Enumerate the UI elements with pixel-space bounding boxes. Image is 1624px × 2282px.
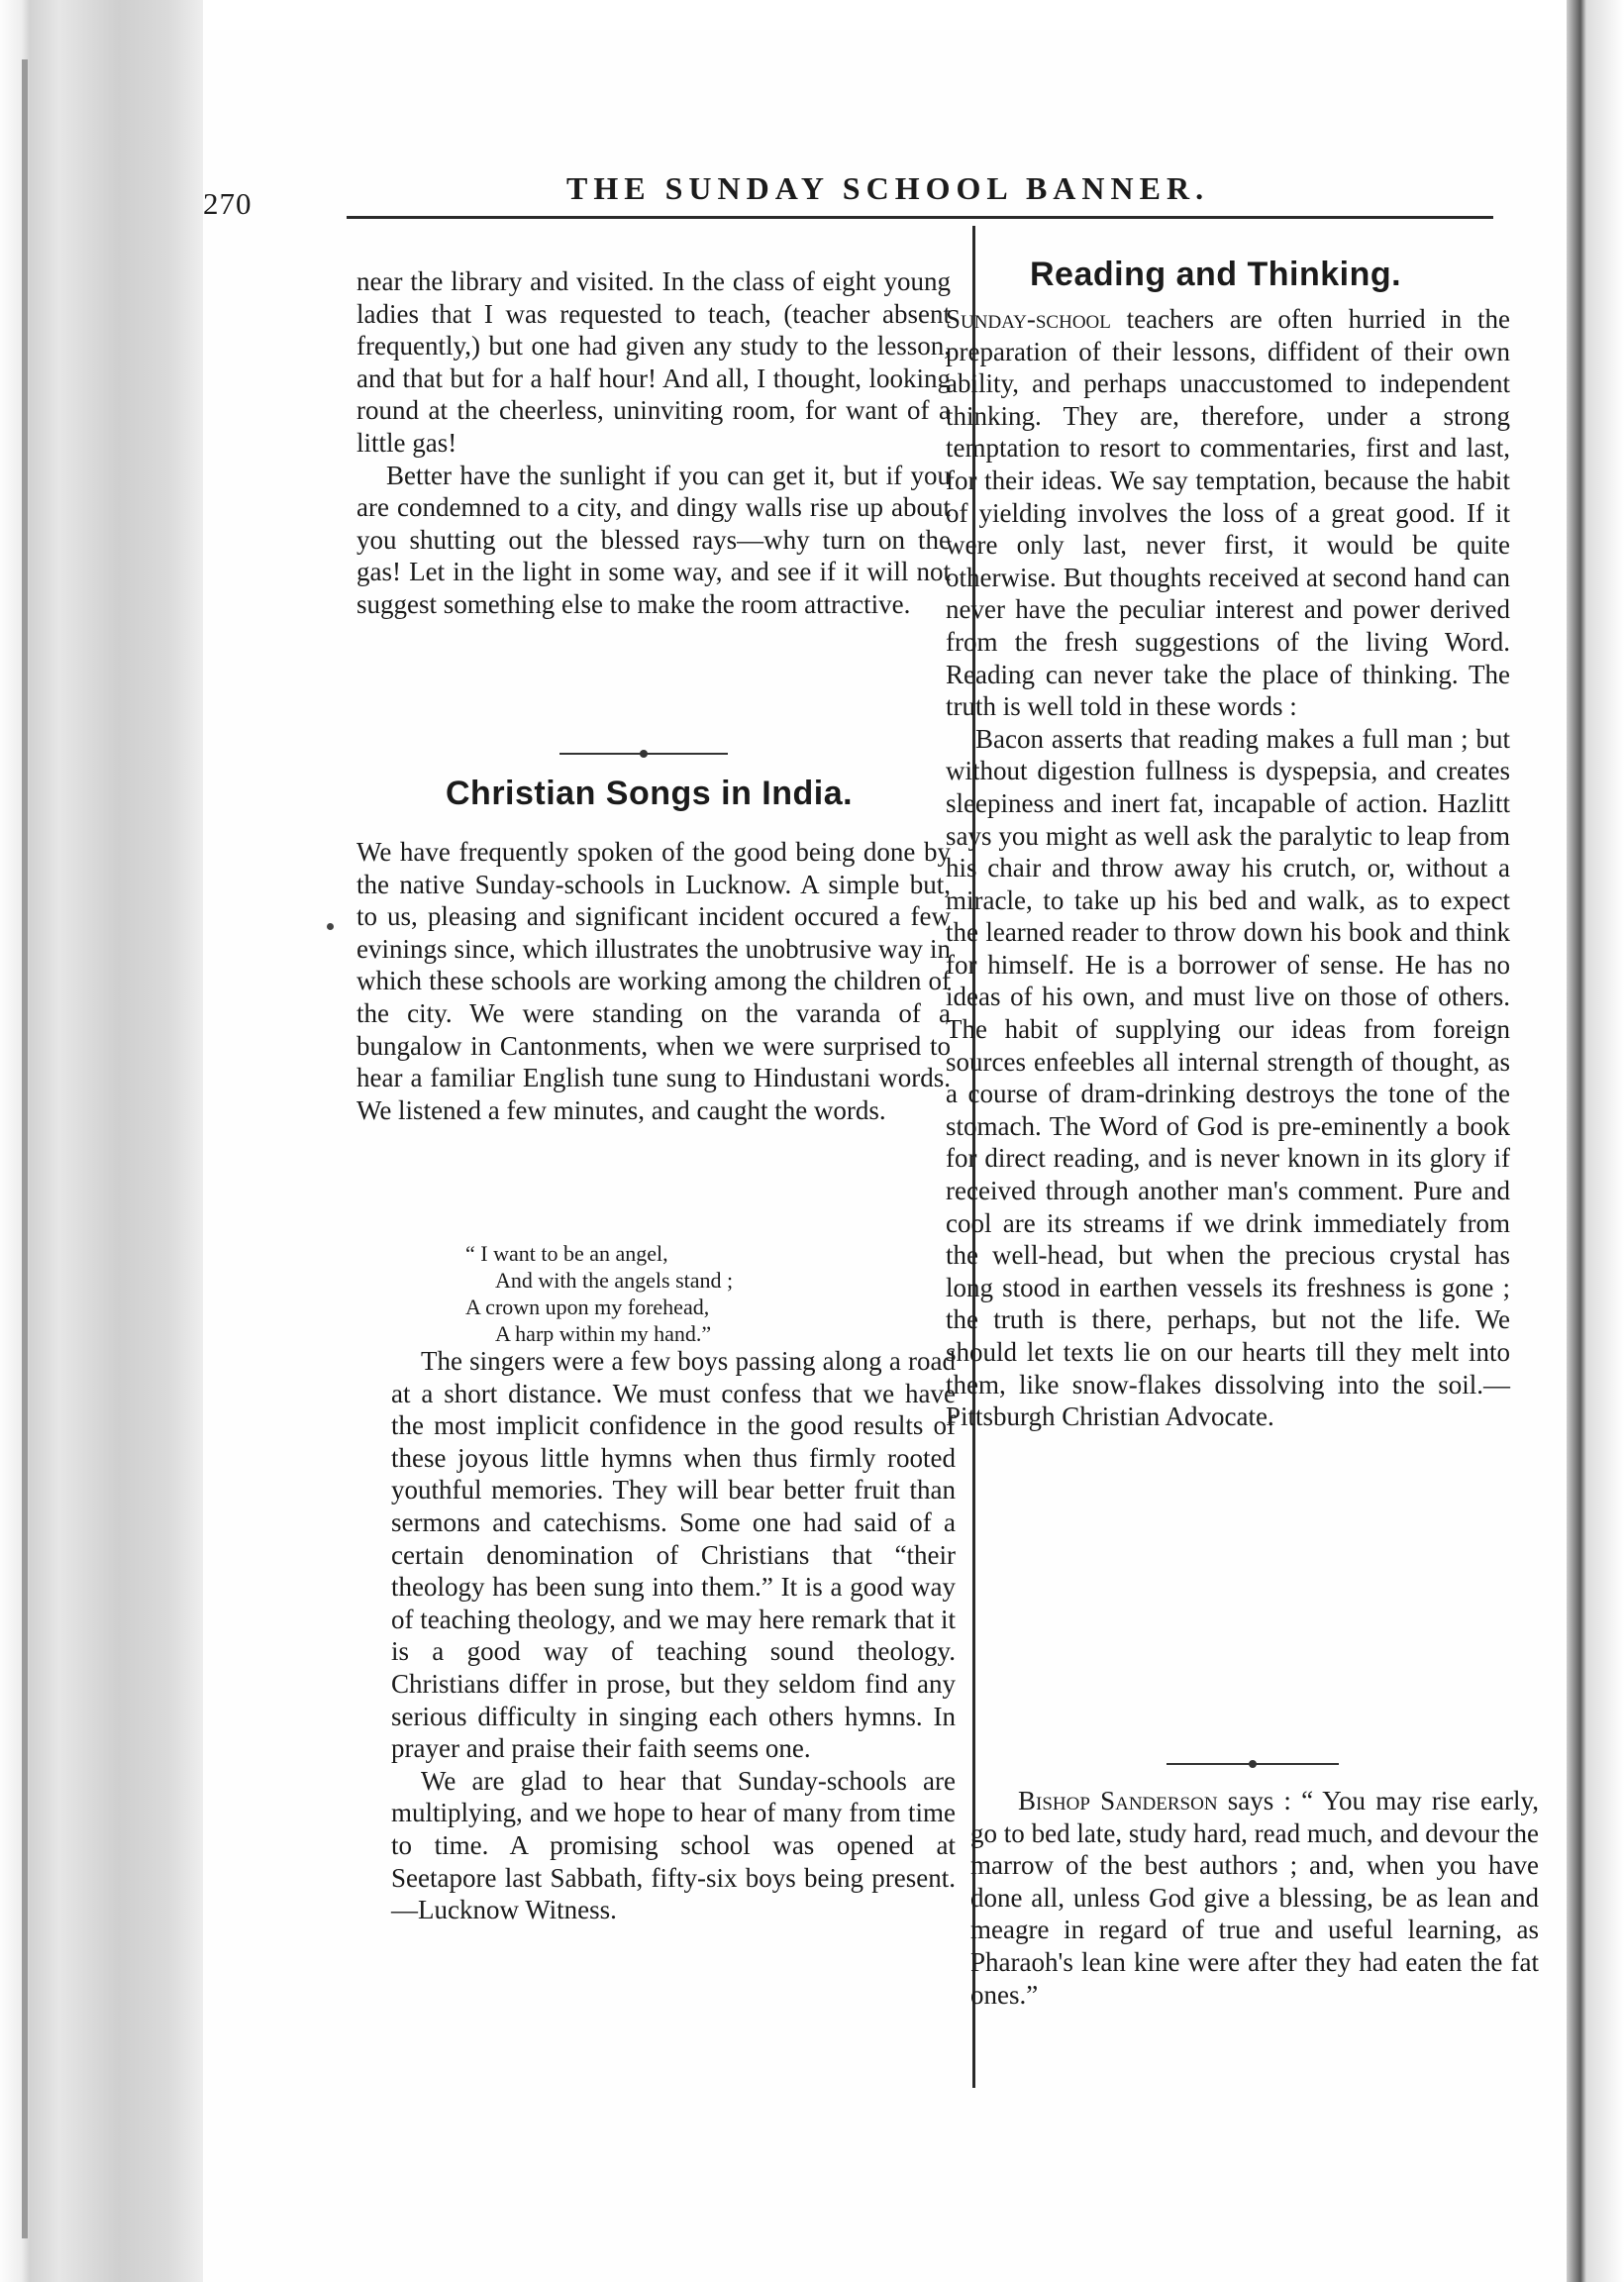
divider-dot	[1249, 1760, 1257, 1768]
book-binding-edge	[0, 0, 203, 2282]
hymn-verse	[465, 1240, 891, 1347]
verse-line: A crown upon my forehead,	[465, 1295, 710, 1319]
article-paragraph: We have frequently spoken of the good being done by the native Sunday-schools in Lucknow. A simple but, to us, pleasing and significant incident occured a few evinings since, which illustrates the unobtrusive way in which these schools are working among the children of the city. We were standing on the varanda of a bungalow in Cantonments, when we were surprised to hear a familiar English tune sung to Hindustani words. We listened a few minutes, and caught the words.	[356, 837, 951, 1125]
verse-line: And with the angels stand ;	[495, 1268, 734, 1293]
article-title-india: Christian Songs in India.	[446, 775, 854, 812]
page-number: 270	[203, 186, 253, 221]
header-rule	[347, 216, 1493, 219]
margin-mark	[327, 923, 334, 930]
verse-line: “ I want to be an angel,	[465, 1241, 668, 1266]
divider-dot	[640, 750, 648, 758]
left-intro-text	[356, 265, 951, 621]
lead-word: Sunday-school	[946, 304, 1111, 334]
quote-text: says : “ You may rise early, go to bed late, study hard, read much, and devour the marrow of the best authors ; and, when you have done all, unless God give a blessing, be as lean and meagre in regard of true and useful learning, as Pharaoh's lean kine were after they had eaten the fat ones.”	[970, 1786, 1539, 2010]
india-article-continued	[391, 1345, 956, 1926]
reading-article-text	[946, 303, 1510, 1433]
intro-paragraph: Better have the sunlight if you can get it, but if you are condemned to a city, and dingy walls rise up about you shutting out the blessed rays—why turn on the gas! Let in the light in some way, and see if it will not suggest something else to make the room attractive.	[356, 460, 951, 619]
article-paragraph: Bacon asserts that reading makes a full man ; but without digestion fullness is dyspepsia, and creates sleepiness and inert fat, incapable of action. Hazlitt says you might as well ask the paralytic to leap from his chair and throw away his crutch, or, without a miracle, to take up his bed and walk, as to expect the learned reader to throw down his book and think for himself. He is a borrower of sense. He has no ideas of his own, and must live on those of others. The habit of supplying our ideas from foreign sources enfeebles all internal strength of thought, as a course of dram-drinking destroys the tone of the stomach. The Word of God is pre-eminently a book for direct reading, and is never known in its glory if received through another man's comment. Pure and cool are its streams if we drink immediately from the well-head, but when the precious crystal has long stood in earthen vessels its freshness is gone ; the truth is there, perhaps, but not the life. We should let texts lie on our hearts till they melt into them, like snow-flakes dissolving into the soil.—Pittsburgh Christian Advocate.	[946, 723, 1510, 1432]
article-paragraph: The singers were a few boys passing along a road at a short distance. We must confess that we have the most implicit confidence in the good results of these joyous little hymns when thus firmly rooted youthful memories. They will bear better fruit than sermons and catechisms. Some one had said of a certain denomination of Christians that “their theology has been sung into them.” It is a good way of teaching theology, and we may here remark that it is a good way of teaching sound theology. Christians differ in prose, but they seldom find any serious difficulty in singing each others hymns. In prayer and praise their faith seems one.	[391, 1346, 956, 1764]
page-stack-edge	[1567, 0, 1624, 2282]
running-title: THE SUNDAY SCHOOL BANNER.	[566, 170, 1210, 206]
article-paragraph: teachers are often hurried in the preparation of their lessons, diffident of their own ability, and perhaps unaccustomed to independent thinking. They are, therefore, under a strong temptation to resort to commentaries, first and last, for their ideas. We say temptation, because the habit of yielding involves the loss of a great good. If it were only last, never first, it would be quite otherwise. But thoughts received at second hand can never have the peculiar interest and power derived from the fresh suggestions of the living Word. Reading can never take the place of thinking. The truth is well told in these words :	[946, 304, 1510, 722]
india-article-text	[356, 836, 951, 1126]
section-divider	[1167, 1763, 1339, 1765]
section-divider	[559, 753, 728, 755]
article-paragraph: We are glad to hear that Sunday-schools are multiplying, and we hope to hear of many from time to time. A promising school was opened at Seetapore last Sabbath, fifty-six boys being present.—Lucknow Witness.	[391, 1765, 956, 1925]
verse-line: A harp within my hand.”	[495, 1321, 712, 1346]
intro-paragraph: near the library and visited. In the class of eight young ladies that I was requested to teach, (teacher absent frequently,) but one had given any study to the lesson, and that but for a half hour! And all, I thought, looking round at the cheerless, uninviting room, for want of a little gas!	[356, 266, 951, 458]
quote-author: Bishop Sanderson	[1018, 1786, 1218, 1815]
article-title-reading: Reading and Thinking.	[1030, 256, 1402, 293]
sanderson-quote	[970, 1785, 1539, 2011]
